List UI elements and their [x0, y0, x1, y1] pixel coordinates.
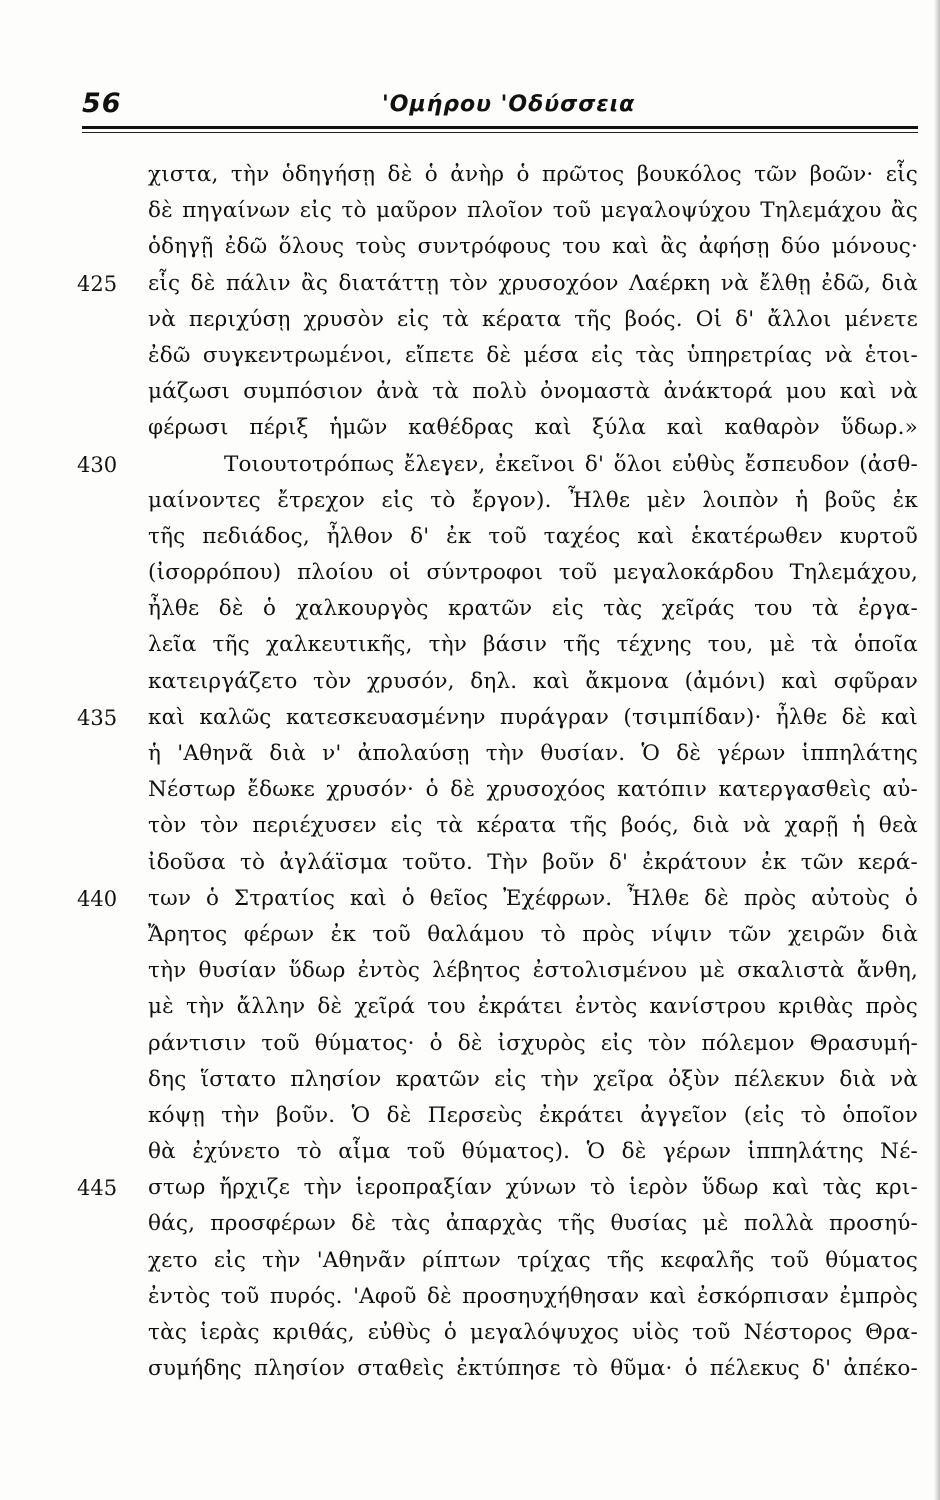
- line-text: μάζωσι συμπόσιον ἀνὰ τὰ πολὺ ὀνομαστὰ ἀνάκτορά μου καὶ νὰ: [148, 379, 918, 405]
- text-line: [148, 1351, 918, 1387]
- line-text: χετο εἰς τὴν 'Αθηνᾶν ρίπτων τρίχας τῆς κεφαλῆς τοῦ θύματος: [148, 1247, 918, 1273]
- text-line: [148, 627, 918, 663]
- line-text: συμήδης πλησίον σταθεὶς ἐκτύπησε τὸ θῦμα· ὁ πέλεκυς δ' ἀπέκο-: [148, 1356, 918, 1382]
- text-line: [148, 555, 918, 591]
- text-line: [77, 1170, 918, 1206]
- text-line: [148, 157, 918, 193]
- verse-line-number: 425: [77, 271, 118, 296]
- text-line: [148, 664, 918, 700]
- verse-line-number: 435: [77, 705, 118, 730]
- line-text: ἐδῶ συγκεντρωμένοι, εἴπετε δὲ μέσα εἰς τὰς ὑπηρετρίας νὰ ἑτοι-: [148, 342, 918, 368]
- text-line: [148, 1134, 918, 1170]
- line-text: ἐντὸς τοῦ πυρός. 'Αφοῦ δὲ προσηυχήθησαν καὶ ἐσκόρπισαν ἐμπρὸς: [148, 1283, 918, 1309]
- verse-line-number: 445: [77, 1176, 118, 1201]
- line-text: ράντισιν τοῦ θύματος· ὁ δὲ ἰσχυρὸς εἰς τὸν πόλεμον Θρασυμή-: [148, 1030, 918, 1056]
- line-text: φέρωσι πέριξ ἡμῶν καθέδρας καὶ ξύλα καὶ καθαρὸν ὕδωρ.»: [148, 415, 918, 441]
- line-text: χιστα, τὴν ὁδηγήσῃ δὲ ὁ ἀνὴρ ὁ πρῶτος βουκόλος τῶν βοῶν· εἷς: [148, 162, 918, 187]
- running-title: 'Ομήρου 'Οδύσσεια: [382, 92, 636, 117]
- page-number: 56: [82, 88, 122, 119]
- text-line: [148, 772, 918, 808]
- text-line: [77, 881, 918, 917]
- line-text: Τοιουτοτρόπως ἔλεγεν, ἐκεῖνοι δ' ὅλοι εὐθὺς ἔσπευδον (ἀσθ-: [224, 451, 918, 477]
- line-text: μὲ τὴν ἄλλην δὲ χεῖρά του ἐκράτει ἐντὸς κανίστρου κριθὰς πρὸς: [148, 994, 918, 1020]
- line-text: κόψῃ τὴν βοῦν. Ὁ δὲ Περσεὺς ἐκράτει ἀγγεῖον (εἰς τὸ ὁποῖον: [148, 1102, 918, 1128]
- text-line: [148, 1206, 918, 1242]
- line-text: καὶ καλῶς κατεσκευασμένην πυράγραν (τσιμπίδαν)· ἦλθε δὲ καὶ: [148, 704, 918, 730]
- text-line: [148, 374, 918, 410]
- line-text: λεῖα τῆς χαλκευτικῆς, τὴν βάσιν τῆς τέχνης του, μὲ τὰ ὁποῖα: [148, 632, 918, 658]
- line-text: κατειργάζετο τὸν χρυσόν, δηλ. καὶ ἄκμονα (ἀμόνι) καὶ σφῦραν: [148, 668, 918, 694]
- text-line: [77, 447, 918, 483]
- line-text: ἡ 'Αθηνᾶ διὰ ν' ἀπολαύσῃ τὴν θυσίαν. Ὁ δὲ γέρων ἱππηλάτης: [148, 741, 918, 766]
- page-header: [82, 88, 918, 128]
- line-text: Ἄρητος φέρων ἐκ τοῦ θαλάμου τὸ πρὸς νίψιν τῶν χειρῶν διὰ: [148, 921, 918, 947]
- line-text: Νέστωρ ἔδωκε χρυσόν· ὁ δὲ χρυσοχόος κατόπιν κατεργασθεὶς αὐ-: [148, 777, 918, 803]
- text-line: [148, 808, 918, 844]
- line-text: των ὁ Στρατίος καὶ ὁ θεῖος Ἐχέφρων. Ἦλθε δὲ πρὸς αὐτοὺς ὁ: [148, 885, 918, 911]
- text-line: [148, 1098, 918, 1134]
- header-rule-thin: [82, 132, 918, 133]
- line-text: τὸν τὸν περιέχυσεν εἰς τὰ κέρατα τῆς βοός, διὰ νὰ χαρῇ ἡ θεὰ: [148, 813, 918, 839]
- line-text: ἰδοῦσα τὸ ἀγλάϊσμα τοῦτο. Τὴν βοῦν δ' ἐκράτουν ἐκ τῶν κερά-: [148, 849, 918, 875]
- text-line: [148, 410, 918, 446]
- line-text: τὰς ἱερὰς κριθάς, εὐθὺς ὁ μεγαλόψυχος υἱὸς τοῦ Νέστορος Θρα-: [148, 1320, 918, 1345]
- text-line: [148, 1243, 918, 1279]
- text-line: [148, 519, 918, 555]
- text-line: [77, 700, 918, 736]
- text-line: [148, 591, 918, 627]
- line-text: θάς, προσφέρων δὲ τὰς ἀπαρχὰς τῆς θυσίας μὲ πολλὰ προσηύ-: [148, 1211, 918, 1237]
- line-text: νὰ περιχύσῃ χρυσὸν εἰς τὰ κέρατα τῆς βοός. Οἱ δ' ἄλλοι μένετε: [148, 306, 918, 332]
- line-text: θὰ ἐχύνετο τὸ αἷμα τοῦ θύματος). Ὁ δὲ γέρων ἱππηλάτης Νέ-: [148, 1139, 918, 1165]
- verse-line-number: 430: [77, 452, 118, 477]
- text-line: [77, 266, 918, 302]
- text-line: [148, 483, 918, 519]
- line-text: εἷς δὲ πάλιν ἂς διατάττῃ τὸν χρυσοχόον Λαέρκη νὰ ἔλθῃ ἐδῶ, διὰ: [148, 270, 918, 296]
- text-line: [148, 989, 918, 1025]
- text-line: [148, 302, 918, 338]
- line-text: (ἰσορρόπου) πλοίου οἱ σύντροφοι τοῦ μεγαλοκάρδου Τηλεμάχου,: [148, 560, 918, 586]
- line-text: στωρ ἤρχιζε τὴν ἱεροπραξίαν χύνων τὸ ἱερὸν ὕδωρ καὶ τὰς κρι-: [148, 1175, 918, 1201]
- line-text: τὴν θυσίαν ὕδωρ ἐντὸς λέβητος ἐστολισμένου μὲ σκαλιστὰ ἄνθη,: [148, 958, 918, 984]
- text-body: [77, 157, 918, 1387]
- line-text: μαίνοντες ἔτρεχον εἰς τὸ ἔργον). Ἦλθε μὲν λοιπὸν ἡ βοῦς ἐκ: [148, 487, 918, 513]
- line-text: ὁδηγῇ ἐδῶ ὅλους τοὺς συντρόφους του καὶ ἂς ἀφήσῃ δύο μόνους·: [148, 234, 918, 260]
- page-edge-shadow: [934, 0, 940, 1500]
- text-line: [148, 1062, 918, 1098]
- text-line: [148, 917, 918, 953]
- text-line: [148, 229, 918, 265]
- text-line: [148, 736, 918, 772]
- text-line: [148, 953, 918, 989]
- text-line: [148, 193, 918, 229]
- text-line: [148, 1026, 918, 1062]
- verse-line-number: 440: [77, 886, 118, 911]
- line-text: τῆς πεδιάδος, ἦλθον δ' ἐκ τοῦ ταχέος καὶ ἑκατέρωθεν κυρτοῦ: [148, 523, 918, 549]
- text-line: [148, 338, 918, 374]
- header-rule-thick: [82, 126, 918, 129]
- text-line: [148, 1315, 918, 1351]
- line-text: ἦλθε δὲ ὁ χαλκουργὸς κρατῶν εἰς τὰς χεῖράς του τὰ ἐργα-: [148, 596, 918, 622]
- line-text: δης ἵστατο πλησίον κρατῶν εἰς τὴν χεῖρα ὀξὺν πέλεκυν διὰ νὰ: [148, 1066, 918, 1092]
- line-text: δὲ πηγαίνων εἰς τὸ μαῦρον πλοῖον τοῦ μεγαλοψύχου Τηλεμάχου ἂς: [148, 198, 918, 224]
- text-line: [148, 845, 918, 881]
- text-line: [148, 1279, 918, 1315]
